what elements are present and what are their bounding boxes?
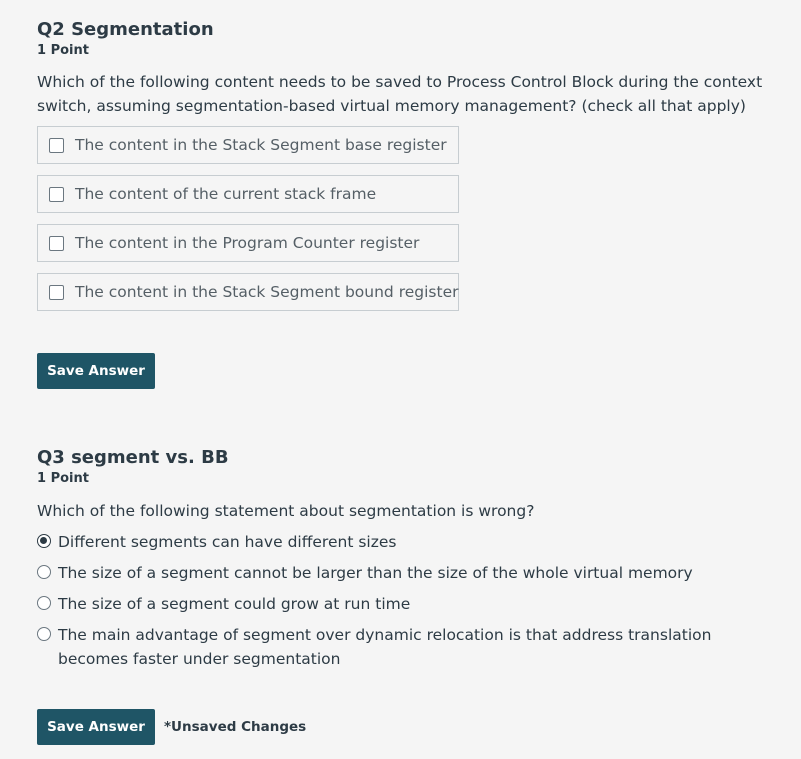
save-answer-button[interactable]: Save Answer (37, 709, 155, 745)
option-label: The content of the current stack frame (75, 185, 377, 203)
radio-button[interactable] (37, 565, 51, 579)
option-label: Different segments can have different sizes (58, 533, 397, 551)
checkbox[interactable] (49, 138, 64, 153)
option-label: The main advantage of segment over dynamic relocation is that address translation becomes faster under segmentation (58, 626, 712, 668)
option-label: The size of a segment could grow at run time (58, 595, 411, 613)
question-q2 (37, 18, 777, 322)
checkbox-option[interactable] (37, 224, 459, 262)
checkbox-option[interactable] (37, 126, 459, 164)
radio-button[interactable] (37, 627, 51, 641)
question-prompt: Which of the following content needs to be saved to Process Control Block during the context switch, assuming segmentation-based virtual memory management? (check all that apply) (37, 73, 763, 115)
radio-option[interactable] (37, 623, 777, 671)
question-title: Q3 segment vs. BB (37, 447, 229, 468)
question-points: 1 Point (37, 43, 89, 58)
checkbox-option[interactable] (37, 175, 459, 213)
checkbox[interactable] (49, 236, 64, 251)
checkbox-options (37, 126, 777, 311)
radio-options (37, 530, 777, 671)
radio-button[interactable] (37, 596, 51, 610)
radio-option[interactable] (37, 530, 777, 554)
option-label: The content in the Stack Segment bound register (75, 283, 459, 301)
radio-option[interactable] (37, 561, 777, 585)
unsaved-changes-notice: *Unsaved Changes (164, 719, 307, 735)
question-title: Q2 Segmentation (37, 19, 214, 40)
question-prompt: Which of the following statement about segmentation is wrong? (37, 502, 535, 520)
save-answer-button[interactable]: Save Answer (37, 353, 155, 389)
radio-option[interactable] (37, 592, 777, 616)
checkbox[interactable] (49, 285, 64, 300)
radio-button-selected[interactable] (37, 534, 51, 548)
option-label: The content in the Stack Segment base register (75, 136, 447, 154)
option-label: The size of a segment cannot be larger than the size of the whole virtual memory (58, 564, 693, 582)
question-q3 (37, 446, 777, 678)
checkbox-option[interactable] (37, 273, 459, 311)
option-label: The content in the Program Counter register (75, 234, 420, 252)
question-points: 1 Point (37, 471, 89, 486)
checkbox[interactable] (49, 187, 64, 202)
